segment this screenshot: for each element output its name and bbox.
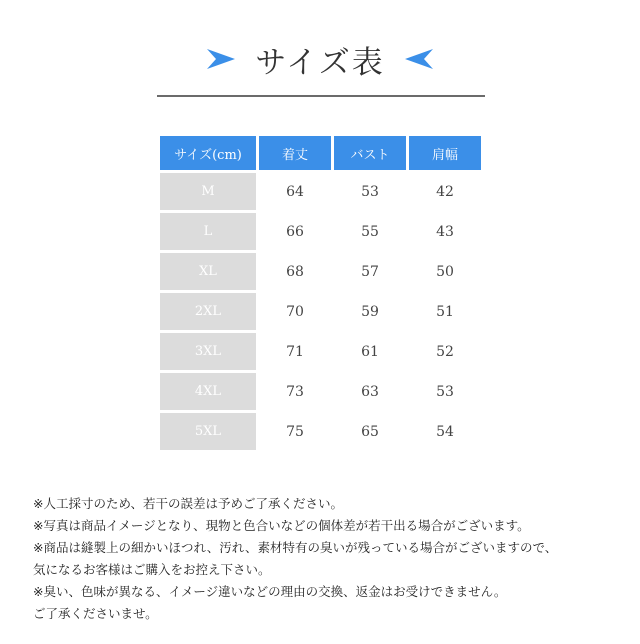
shoulder-cell: 52	[409, 333, 481, 370]
table-row	[160, 333, 481, 370]
shoulder-cell: 53	[409, 373, 481, 410]
size-cell: 2XL	[160, 293, 256, 330]
header-bust: バスト	[334, 136, 406, 170]
shoulder-cell: 42	[409, 173, 481, 210]
title-divider	[157, 95, 485, 97]
length-cell: 66	[259, 213, 331, 250]
note-line: ※臭い、色味が異なる、イメージ違いなどの理由の交換、返金はお受けできません。	[33, 584, 507, 599]
bust-cell: 57	[334, 253, 406, 290]
shoulder-cell: 51	[409, 293, 481, 330]
table-row	[160, 373, 481, 410]
shoulder-cell: 54	[409, 413, 481, 450]
bust-cell: 59	[334, 293, 406, 330]
table-row	[160, 213, 481, 250]
length-cell: 64	[259, 173, 331, 210]
table-header-row	[160, 136, 481, 170]
header-size: サイズ(cm)	[160, 136, 256, 170]
bust-cell: 61	[334, 333, 406, 370]
arrow-right-icon	[205, 45, 239, 73]
length-cell: 71	[259, 333, 331, 370]
length-cell: 73	[259, 373, 331, 410]
bust-cell: 65	[334, 413, 406, 450]
size-cell: 5XL	[160, 413, 256, 450]
shoulder-cell: 43	[409, 213, 481, 250]
size-table	[157, 133, 484, 453]
bust-cell: 63	[334, 373, 406, 410]
length-cell: 75	[259, 413, 331, 450]
shoulder-cell: 50	[409, 253, 481, 290]
note-line: ※人工採寸のため、若干の誤差は予めご了承ください。	[33, 496, 343, 511]
size-cell: 4XL	[160, 373, 256, 410]
length-cell: 70	[259, 293, 331, 330]
table-row	[160, 293, 481, 330]
header-length: 着丈	[259, 136, 331, 170]
size-cell: 3XL	[160, 333, 256, 370]
size-cell: M	[160, 173, 256, 210]
note-line: 気になるお客様はご購入をお控え下さい。	[33, 562, 271, 577]
bust-cell: 53	[334, 173, 406, 210]
table-row	[160, 413, 481, 450]
size-cell: L	[160, 213, 256, 250]
note-line: ご了承くださいませ。	[33, 606, 158, 621]
header-shoulder: 肩幅	[409, 136, 481, 170]
arrow-left-icon	[401, 45, 435, 73]
table-row	[160, 253, 481, 290]
title-row	[0, 34, 640, 84]
bust-cell: 55	[334, 213, 406, 250]
page-title: サイズ表	[255, 44, 385, 81]
notes	[33, 493, 633, 625]
size-cell: XL	[160, 253, 256, 290]
length-cell: 68	[259, 253, 331, 290]
note-line: ※写真は商品イメージとなり、現物と色合いなどの個体差が若干出る場合がございます。	[33, 518, 530, 533]
note-line: ※商品は縫製上の細かいほつれ、汚れ、素材特有の臭いが残っている場合がございますので、	[33, 540, 558, 555]
table-row	[160, 173, 481, 210]
